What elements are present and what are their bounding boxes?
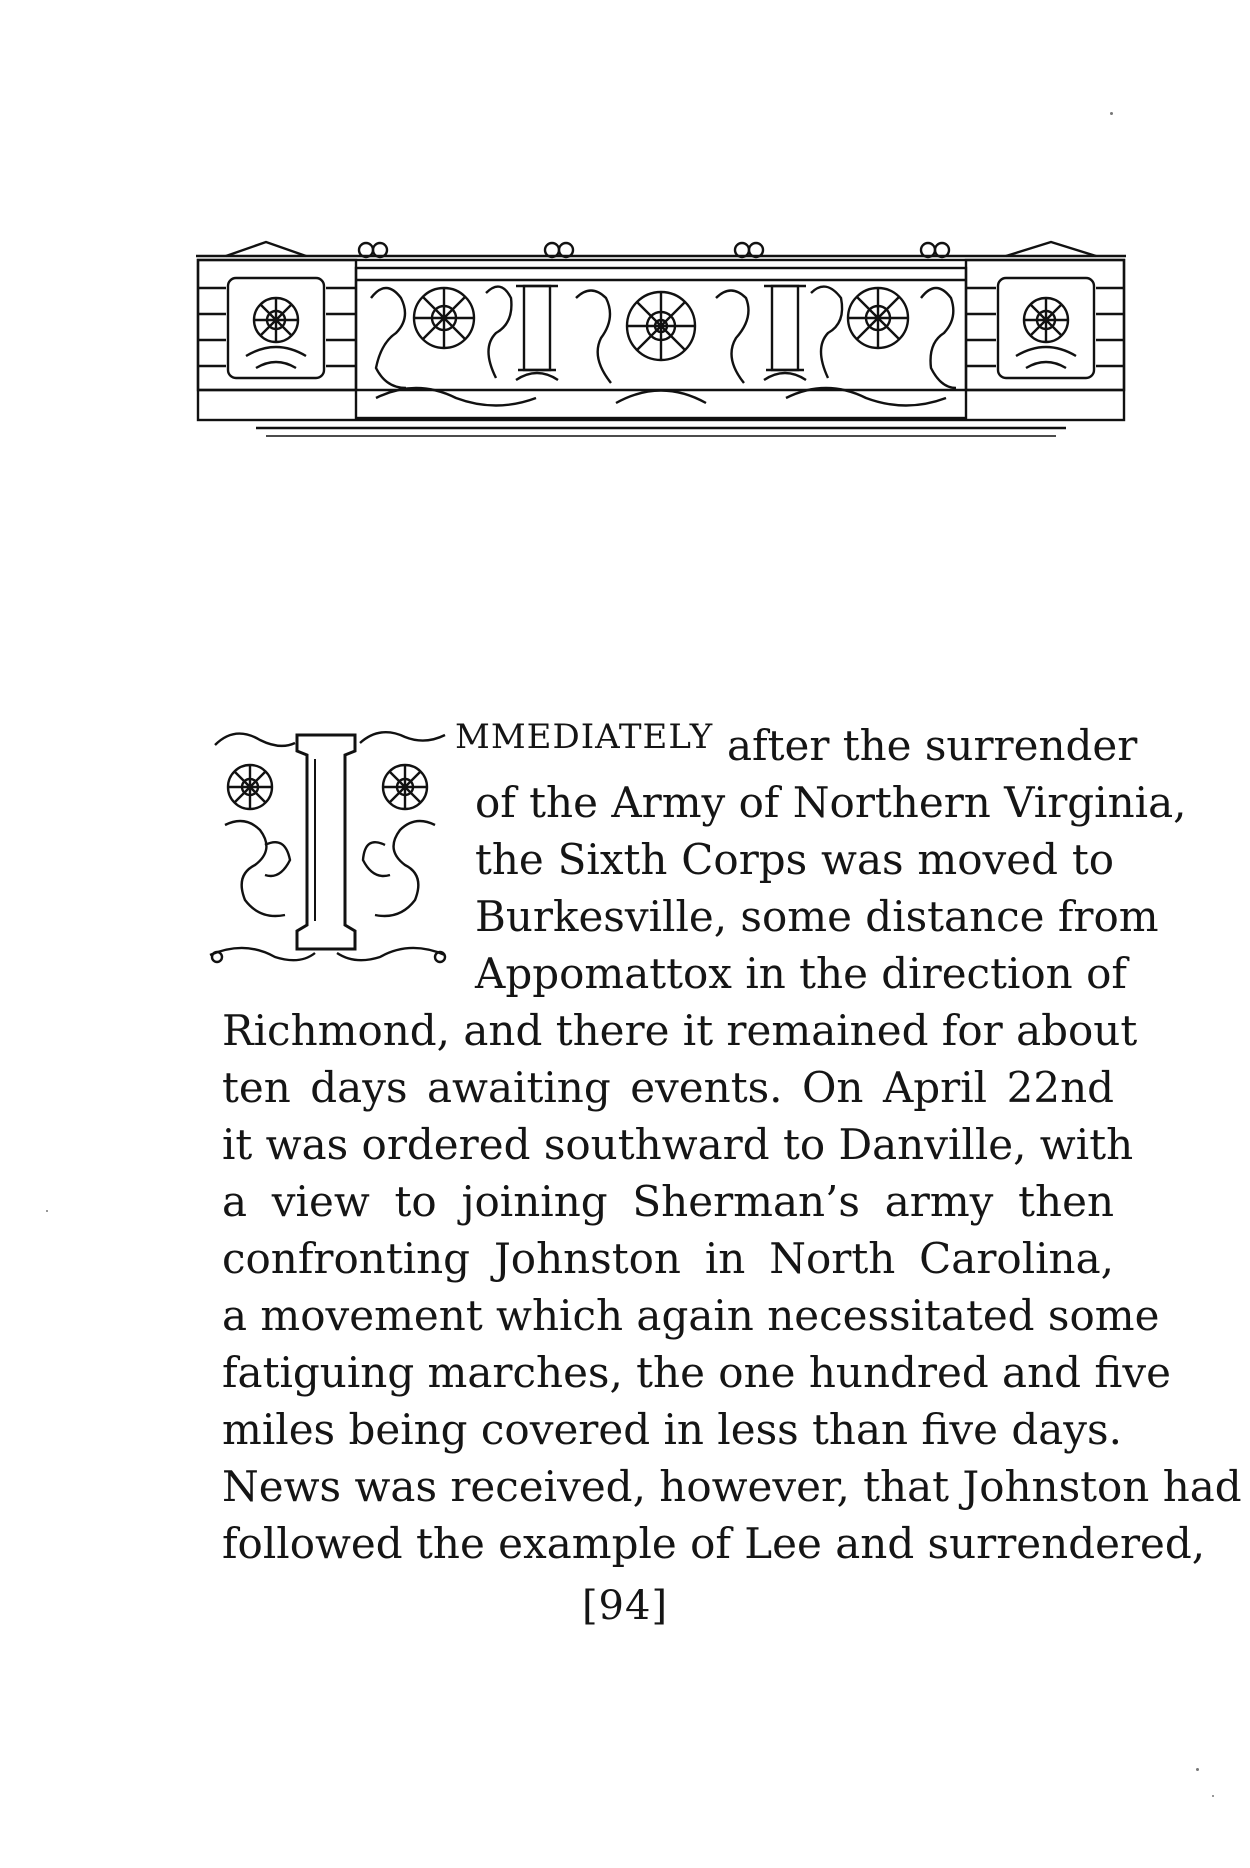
text-line: fatiguing marches, the one hundred and five (222, 1348, 1171, 1397)
text-line: miles being covered in less than five days. (222, 1405, 1122, 1454)
text-line: followed the example of Lee and surrendered, (222, 1519, 1206, 1568)
paper-speck (1196, 1768, 1199, 1771)
text-line: Burkesville, some distance from (475, 892, 1159, 941)
text-line: ten days awaiting events. On April 22nd (222, 1063, 1114, 1112)
paper-speck (1110, 112, 1113, 115)
text-line: a movement which again necessitated some (222, 1291, 1160, 1340)
paper-speck (1212, 1795, 1214, 1797)
page-number: [94] (581, 1583, 669, 1629)
floral-initial-I-icon (205, 725, 450, 970)
ornamental-headpiece-icon (196, 238, 1126, 453)
text-line: a view to joining Sherman’s army then (222, 1177, 1114, 1226)
text-line: confronting Johnston in North Carolina, (222, 1234, 1114, 1283)
text-line: after the surrender (727, 721, 1138, 770)
paper-speck (46, 1210, 48, 1212)
text-line: Appomattox in the direction of (475, 949, 1127, 998)
text-line: News was received, however, that Johnston had (222, 1462, 1242, 1511)
text-line: it was ordered southward to Danville, with (222, 1120, 1134, 1169)
opening-word: MMEDIATELY (455, 717, 714, 757)
text-line: of the Army of Northern Virginia, (475, 778, 1187, 827)
text-line: Richmond, and there it remained for about (222, 1006, 1138, 1055)
text-line: the Sixth Corps was moved to (475, 835, 1114, 884)
